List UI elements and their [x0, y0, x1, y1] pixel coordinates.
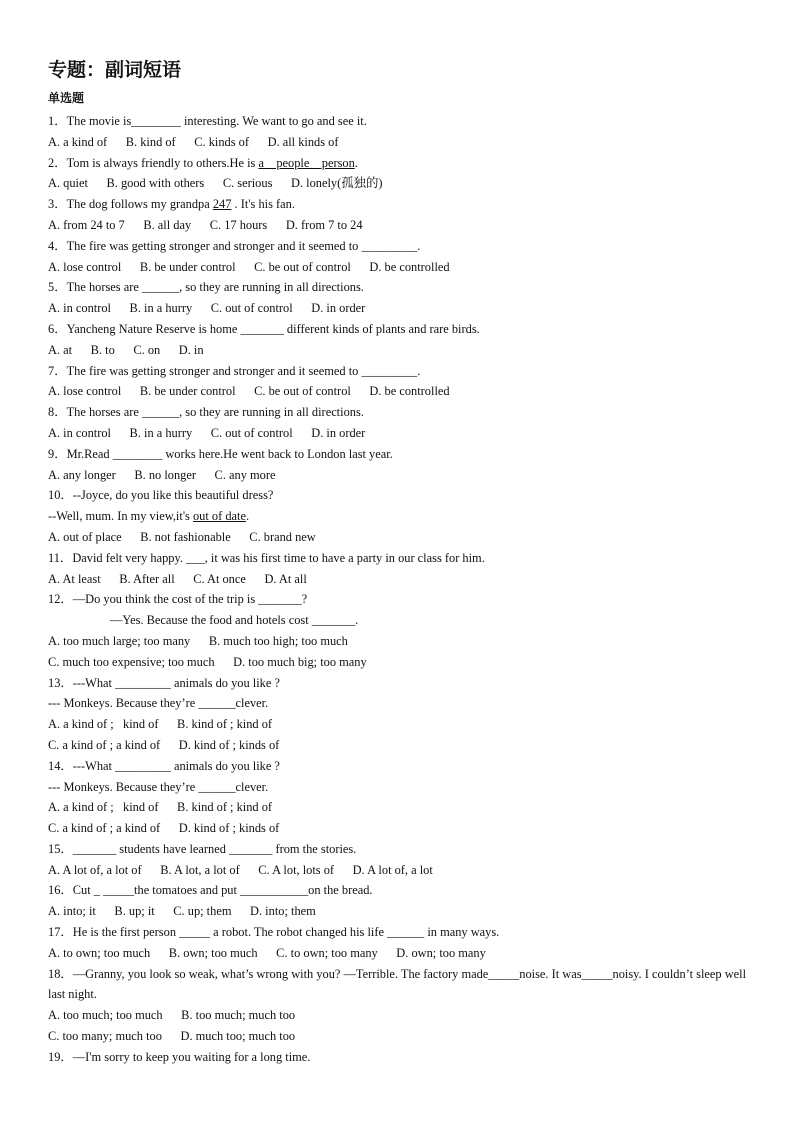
options-11: A. At least B. After all C. At once D. At all	[48, 571, 307, 586]
question-3-underlined: 247	[212, 197, 232, 212]
options-15: A. A lot of, a lot of B. A lot, a lot of C. A lot, lots of D. A lot of, a lot	[48, 862, 433, 877]
question-13: 13．---What _________ animals do you like ?	[48, 675, 280, 690]
question-18: 18．—Granny, you look so weak, what’s wrong with you? —Terrible. The factory made_____noise. It was_____noisy. I couldn’t sleep well last night.	[48, 966, 750, 1002]
question-14-reply: --- Monkeys. Because they’re ______clever.	[48, 779, 269, 794]
question-10-reply	[48, 506, 758, 527]
options-13-row-1: A. a kind of ; kind of B. kind of ; kind of	[48, 717, 273, 732]
question-10: 10．--Joyce, do you like this beautiful dress?	[48, 488, 274, 503]
options-18-row-1: A. too much; too much B. too much; much too	[48, 1008, 296, 1023]
question-3-end: . It's his fan.	[231, 197, 295, 212]
options-9: A. any longer B. no longer C. any more	[48, 467, 276, 482]
question-2-end: .	[354, 155, 358, 170]
page-title: 专题：副词短语	[48, 59, 182, 81]
question-15: 15．_______ students have learned _______ from the stories.	[48, 841, 357, 856]
question-12-reply: —Yes. Because the food and hotels cost _______.	[110, 613, 359, 628]
options-8: A. in control B. in a hurry C. out of control D. in order	[48, 425, 366, 440]
options-5: A. in control B. in a hurry C. out of control D. in order	[48, 301, 366, 316]
question-2-underlined: a people person	[258, 155, 355, 170]
question-3	[48, 194, 758, 215]
options-12-row-1: A. too much large; too many B. much too high; too much	[48, 633, 348, 648]
options-17: A. to own; too much B. own; too much C. to own; too many D. own; too many	[48, 945, 486, 960]
question-10-underlined: out of date	[192, 509, 246, 524]
question-7: 7．The fire was getting stronger and stronger and it seemed to _________.	[48, 363, 421, 378]
options-6: A. at B. to C. on D. in	[48, 342, 204, 357]
options-12-row-2: C. much too expensive; too much D. too much big; too many	[48, 654, 367, 669]
options-1: A. a kind of B. kind of C. kinds of D. all kinds of	[48, 134, 339, 149]
options-4: A. lose control B. be under control C. be out of control D. be controlled	[48, 259, 450, 274]
question-11: 11．David felt very happy. ___, it was his first time to have a party in our class for him.	[48, 550, 485, 565]
question-2-text: 2．Tom is always friendly to others.He is	[48, 155, 259, 170]
options-16: A. into; it B. up; it C. up; them D. into; them	[48, 904, 316, 919]
question-10-reply-text: --Well, mum. In my view,it's	[48, 509, 193, 524]
question-4: 4．The fire was getting stronger and stronger and it seemed to _________.	[48, 238, 421, 253]
options-3: A. from 24 to 7 B. all day C. 17 hours D. from 7 to 24	[48, 217, 363, 232]
question-12: 12．—Do you think the cost of the trip is _______?	[48, 592, 308, 607]
question-2	[48, 153, 758, 174]
worksheet	[48, 58, 758, 1068]
options-2: A. quiet B. good with others C. serious D. lonely(孤独的)	[48, 176, 383, 191]
question-16: 16．Cut _ _____the tomatoes and put ___________on the bread.	[48, 883, 373, 898]
question-1: 1．The movie is________ interesting. We want to go and see it.	[48, 114, 367, 128]
question-6: 6．Yancheng Nature Reserve is home _______ different kinds of plants and rare birds.	[48, 321, 480, 336]
question-10-reply-end: .	[245, 509, 250, 524]
question-9: 9．Mr.Read ________ works here.He went back to London last year.	[48, 446, 393, 461]
options-14-row-1: A. a kind of ; kind of B. kind of ; kind of	[48, 800, 273, 815]
question-3-text: 3．The dog follows my grandpa	[48, 197, 213, 212]
options-18-row-2: C. too many; much too D. much too; much too	[48, 1029, 296, 1044]
options-10: A. out of place B. not fashionable C. brand new	[48, 529, 316, 544]
options-7: A. lose control B. be under control C. be out of control D. be controlled	[48, 384, 450, 399]
question-13-reply: --- Monkeys. Because they’re ______clever.	[48, 696, 269, 711]
section-heading: 单选题	[48, 91, 85, 105]
options-14-row-2: C. a kind of ; a kind of D. kind of ; kinds of	[48, 821, 280, 836]
options-13-row-2: C. a kind of ; a kind of D. kind of ; kinds of	[48, 737, 280, 752]
question-19: 19．—I'm sorry to keep you waiting for a long time.	[48, 1049, 311, 1064]
question-8: 8．The horses are ______, so they are running in all directions.	[48, 405, 364, 420]
question-14: 14．---What _________ animals do you like ?	[48, 758, 280, 773]
question-5: 5．The horses are ______, so they are running in all directions.	[48, 280, 364, 295]
question-17: 17．He is the first person _____ a robot. The robot changed his life ______ in many ways.	[48, 925, 500, 940]
